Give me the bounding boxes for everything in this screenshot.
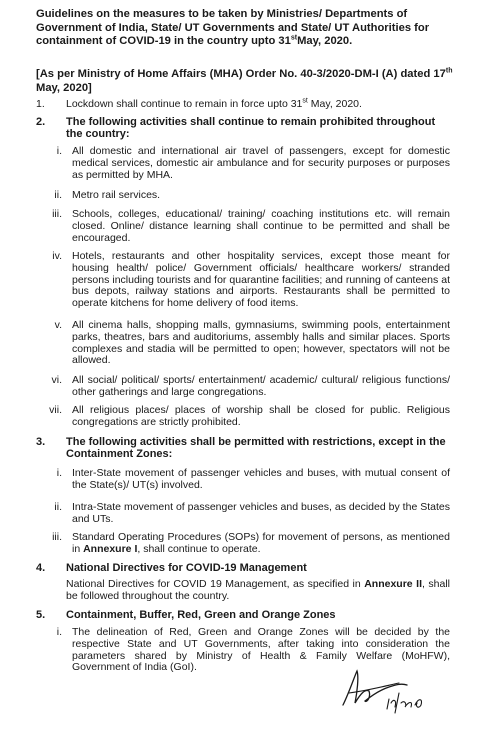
item-1-text: Lockdown shall continue to remain in force upto 31st May, 2020.	[66, 97, 362, 110]
item-number: 1.	[36, 98, 45, 110]
sub-item-text: Intra-State movement of passenger vehicles and buses, as decided by the States and UTs.	[72, 501, 450, 525]
sub-number: vi.	[51, 374, 62, 386]
sub-item-text: Standard Operating Procedures (SOPs) for movement of persons, as mentioned in Annexure I, shall continue to operate.	[72, 531, 450, 555]
sub-number: iv.	[52, 250, 62, 262]
item-5-title: Containment, Buffer, Red, Green and Orange Zones	[66, 609, 336, 621]
sub-item-text: Metro rail services.	[72, 189, 161, 201]
sub-number: v.	[54, 319, 62, 331]
sub-item-text: All domestic and international air travel of passengers, except for domestic medical services, domestic air ambulance and for security purposes or purposes as permitted by MHA.	[72, 145, 450, 181]
sub-number: vii.	[49, 404, 62, 416]
signature-image	[335, 663, 455, 718]
order-reference: [As per Ministry of Home Affairs (MHA) Order No. 40-3/2020-DM-I (A) dated 17th May, 2020]	[36, 67, 453, 94]
item-4-title: National Directives for COVID-19 Management	[66, 562, 307, 574]
sub-item-text: All cinema halls, shopping malls, gymnasiums, swimming pools, entertainment parks, theatres, bars and auditoriums, assembly halls and similar places. Sports complexes and stadia will be permitted to open; however, spectators will not be allowed.	[72, 319, 450, 367]
item-number: 2.	[36, 116, 46, 128]
sub-number: ii.	[54, 501, 62, 513]
document-heading: Guidelines on the measures to be taken by Ministries/ Departments of Government of India, State/ UT Governments and State/ UT Authorities for containment of COVID-19 in the country upto 31stMay, 2020.	[36, 8, 430, 48]
item-4-text: National Directives for COVID 19 Management, as specified in Annexure II, shall be followed throughout the country.	[66, 578, 450, 602]
sub-item-text: The delineation of Red, Green and Orange Zones will be decided by the respective State and UT Governments, after taking into consideration the parameters shared by Ministry of Health & Family Welfare (MoHFW), Government of India (GoI).	[72, 626, 450, 674]
sub-number: i.	[56, 626, 62, 638]
sub-item-text: All religious places/ places of worship shall be closed for public. Religious congregations are strictly prohibited.	[72, 404, 450, 428]
item-number: 4.	[36, 562, 46, 574]
sub-item-text: Hotels, restaurants and other hospitality services, except those meant for housing health/ police/ Government officials/ healthcare workers/ stranded persons including tourists and for quarantine facilities; and running of canteens at bus depots, railway stations and airports. Restaurants shall be permitted to operate kitchens for home delivery of food items.	[72, 250, 450, 310]
item-3-title: The following activities shall be permitted with restrictions, except in the Containment Zones:	[66, 436, 446, 461]
sub-item-text: Inter-State movement of passenger vehicles and buses, with mutual consent of the State(s)/ UT(s) involved.	[72, 467, 450, 491]
sub-item-text: All social/ political/ sports/ entertainment/ academic/ cultural/ religious functions/ other gatherings and large congregations.	[72, 374, 450, 398]
sub-number: i.	[56, 145, 62, 157]
item-number: 3.	[36, 436, 46, 448]
sub-number: iii.	[52, 531, 62, 543]
item-number: 5.	[36, 609, 46, 621]
sub-item-text: Schools, colleges, educational/ training/ coaching institutions etc. will remain closed. Online/ distance learning shall continue to be permitted and shall be encouraged.	[72, 208, 450, 244]
sub-number: i.	[56, 467, 62, 479]
sub-number: iii.	[52, 208, 62, 220]
item-2-title: The following activities shall continue to remain prohibited throughout the country:	[66, 116, 436, 141]
sub-number: ii.	[54, 189, 62, 201]
